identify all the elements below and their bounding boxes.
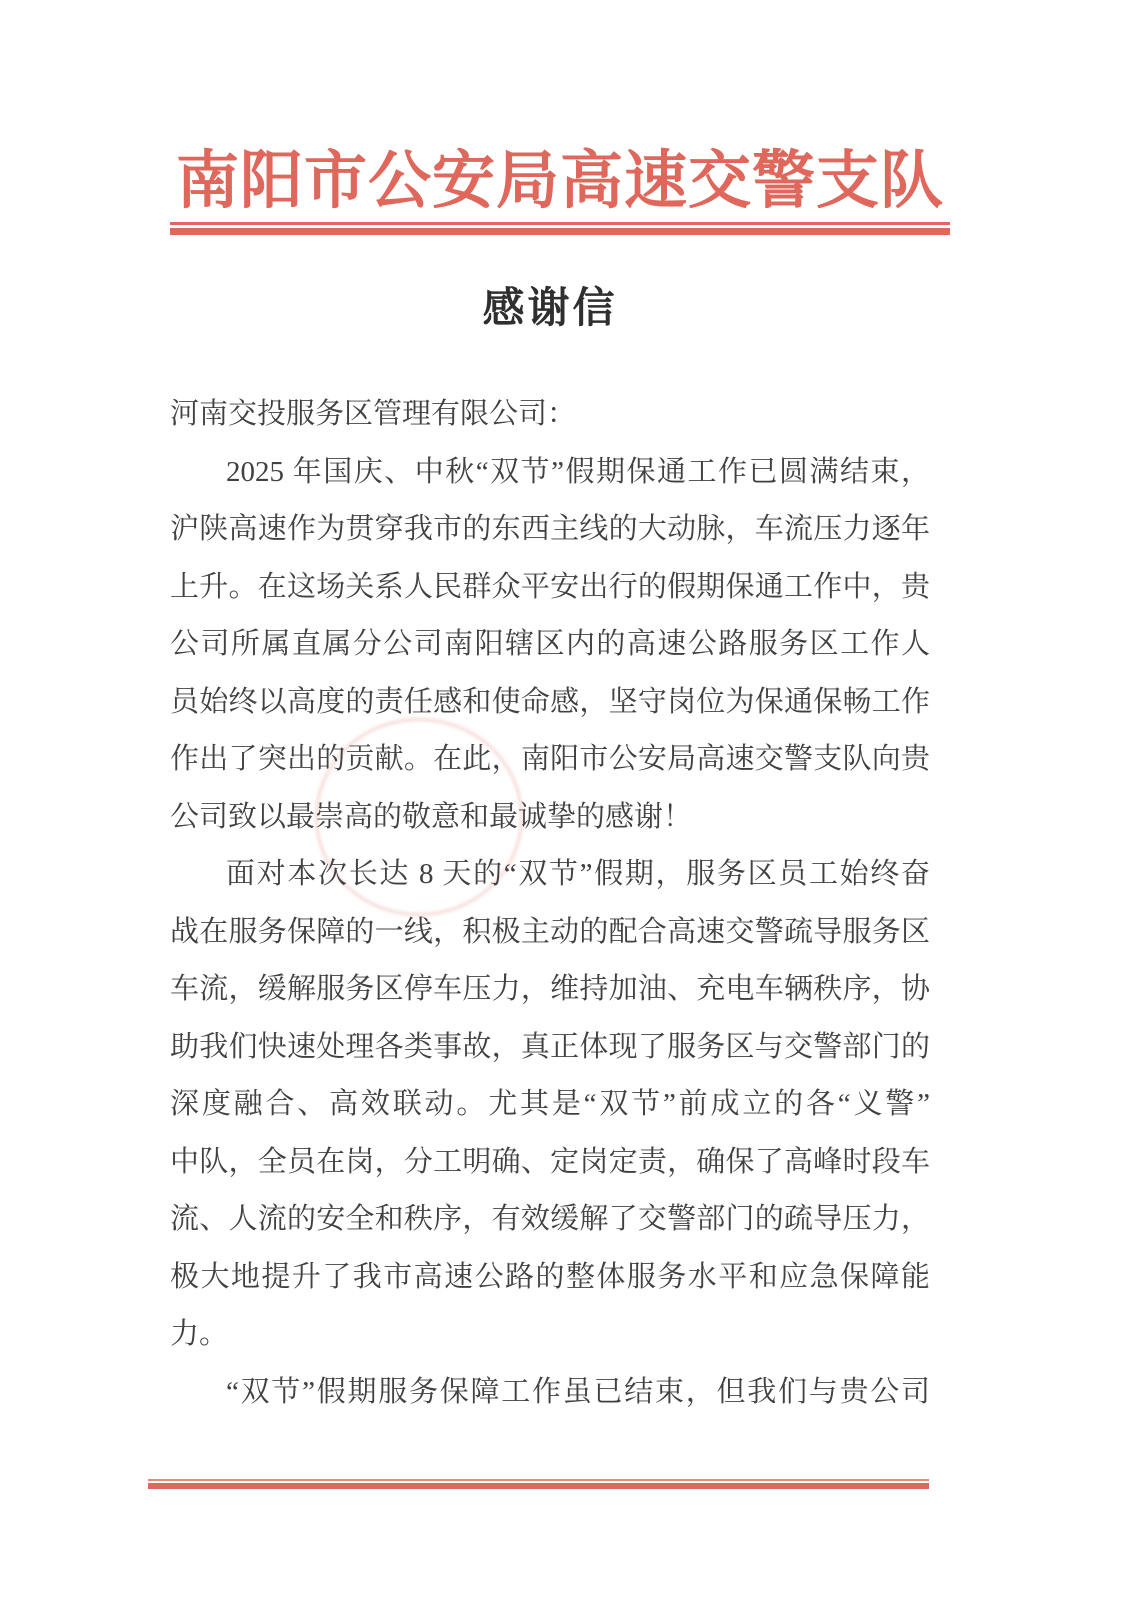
body-line: 车流，缓解服务区停车压力，维持加油、充电车辆秩序，协 [170, 973, 930, 1005]
footer-rule [148, 1479, 929, 1489]
body-line: 极大地提升了我市高速公路的整体服务水平和应急保障能 [170, 1260, 930, 1293]
body-line: 力。 [170, 1318, 229, 1350]
body-line: 流、人流的安全和秩序，有效缓解了交警部门的疏导压力， [170, 1203, 930, 1235]
rule-thick-line [148, 1483, 929, 1489]
paragraph-3 [170, 1364, 930, 1422]
paragraph-2 [170, 846, 930, 1364]
salutation: 河南交投服务区管理有限公司： [170, 398, 577, 430]
body-line: 作出了突出的贡献。在此，南阳市公安局高速交警支队向贵 [170, 743, 930, 775]
body-line: 战在服务保障的一线，积极主动的配合高速交警疏导服务区 [170, 915, 930, 948]
body-line: 公司致以最崇高的敬意和最诚挚的感谢！ [170, 800, 693, 833]
paragraph-1 [170, 444, 930, 847]
body-line: 2025 年国庆、中秋“双节”假期保通工作已圆满结束， [226, 455, 930, 488]
body-line: 沪陕高速作为贯穿我市的东西主线的大动脉，车流压力逐年 [170, 513, 930, 545]
rule-thick-line [170, 228, 950, 235]
body-line: “双节”假期服务保障工作虽已结束，但我们与贵公司 [226, 1375, 930, 1408]
body-line: 公司所属直属分公司南阳辖区内的高速公路服务区工作人 [170, 628, 930, 660]
body-line: 深度融合、高效联动。尤其是“双节”前成立的各“义警” [170, 1088, 930, 1120]
body-line: 上升。在这场关系人民群众平安出行的假期保通工作中，贵 [170, 570, 930, 603]
document-title: 感谢信 [482, 286, 618, 332]
body-line: 助我们快速处理各类事故，真正体现了服务区与交警部门的 [170, 1030, 930, 1063]
body-line: 中队，全员在岗，分工明确、定岗定责，确保了高峰时段车 [170, 1145, 930, 1178]
body-line: 员始终以高度的责任感和使命感，坚守岗位为保通保畅工作 [170, 685, 930, 718]
letter-body [170, 386, 930, 1421]
letterhead-double-rule [170, 222, 950, 235]
body-line: 面对本次长达 8 天的“双节”假期，服务区员工始终奋 [226, 858, 930, 890]
letterhead-title: 南阳市公安局高速交警支队 [176, 146, 944, 216]
